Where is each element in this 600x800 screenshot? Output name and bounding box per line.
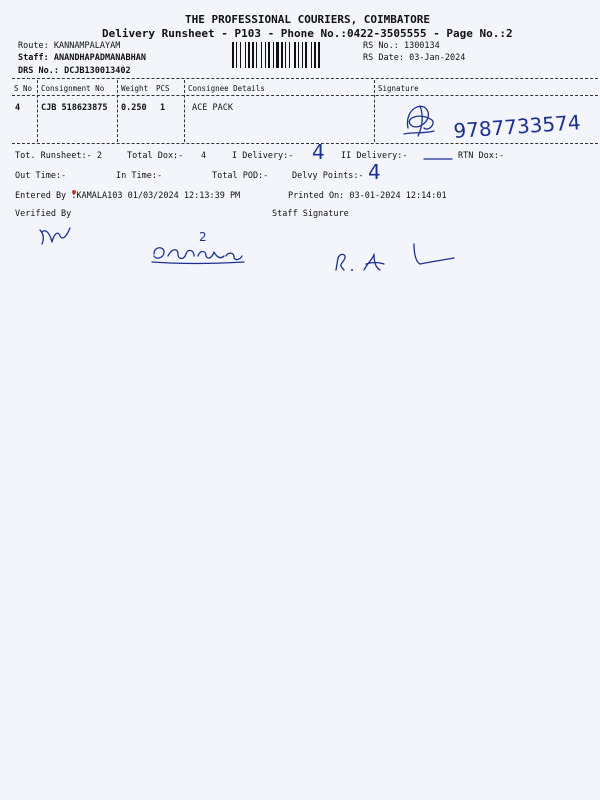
barcode-bar (318, 42, 320, 68)
col-divider (37, 80, 38, 142)
total-dox-value: 4 (201, 151, 207, 161)
in-time-label: In Time:- (116, 171, 163, 181)
barcode-bar (289, 42, 290, 68)
barcode-bar (232, 42, 234, 68)
drs-label: DRS No.: (18, 66, 59, 76)
rs-date-value: 03-Jan-2024 (409, 53, 466, 63)
barcode-bar (273, 42, 274, 68)
barcode-bar (276, 42, 279, 68)
barcode-bar (240, 42, 241, 68)
col-header-pcs: PCS (156, 84, 170, 93)
col-divider (184, 80, 185, 142)
rs-no-line (363, 41, 440, 51)
barcode-bar (311, 42, 312, 68)
col-header-sno: S No (14, 84, 33, 93)
rtn-dox-label: RTN Dox:- (458, 151, 505, 161)
verified-by-label: Verified By (15, 209, 72, 219)
total-dox-label: Total Dox:- (127, 151, 184, 161)
cell-sno: 4 (15, 103, 21, 113)
barcode (232, 42, 358, 68)
col-header-consignee: Consignee Details (188, 84, 265, 93)
barcode-bar (298, 42, 299, 68)
printed-on-label: Printed On: (288, 191, 345, 201)
cell-pcs: 1 (160, 103, 166, 113)
tot-runsheet (15, 151, 102, 161)
barcode-bar (268, 42, 270, 68)
rs-date-line (363, 53, 465, 63)
runsheet-subtitle: Delivery Runsheet - P103 - Phone No.:0422-3505555 - Page No.:2 (102, 27, 513, 40)
barcode-bar (294, 42, 296, 68)
barcode-bar (302, 42, 303, 68)
staff-value: ANANDHAPADMANABHAN (53, 53, 146, 63)
rs-no-value: 1300134 (403, 41, 440, 51)
delvy-points-label: Delvy Points:- (292, 171, 364, 181)
ii-delivery-dash (424, 157, 454, 161)
handwritten-number: 2 (199, 230, 207, 244)
col-header-weight: Weight (121, 84, 149, 93)
cell-consignment: CJB 518623875 (41, 103, 108, 113)
company-title: THE PROFESSIONAL COURIERS, COIMBATORE (185, 13, 431, 26)
delvy-points-value: 4 (368, 160, 381, 184)
printed-on (288, 191, 447, 201)
staff-label: Staff: (18, 53, 49, 63)
barcode-bar (248, 42, 250, 68)
entered-by-value: KAMALA103 01/03/2024 12:13:39 PM (76, 191, 241, 201)
barcode-bar (245, 42, 246, 68)
barcode-bar (236, 42, 237, 68)
entered-by (15, 191, 240, 201)
entered-by-label: Entered By : (15, 191, 77, 201)
verifier-initials (36, 222, 76, 246)
cell-weight: 0.250 (121, 103, 147, 113)
out-time-label: Out Time:- (15, 171, 67, 181)
rs-date-label: RS Date: (363, 53, 404, 63)
rs-no-label: RS No.: (363, 41, 399, 51)
cell-consignee: ACE PACK (192, 103, 233, 113)
table-header-rule (12, 95, 598, 96)
staff-line (18, 53, 146, 63)
table-bottom-rule (12, 143, 598, 144)
drs-line (18, 66, 131, 76)
receiver-signature (398, 98, 598, 142)
barcode-bar (261, 42, 262, 68)
i-delivery-label: I Delivery:- (232, 151, 294, 161)
tot-runsheet-label: Tot. Runsheet:- (15, 151, 92, 161)
barcode-bar (314, 42, 316, 68)
ii-delivery-label: II Delivery:- (341, 151, 408, 161)
col-divider (117, 80, 118, 142)
tamil-signature (150, 240, 250, 266)
col-header-signature: Signature (378, 84, 419, 93)
printed-on-value: 03-01-2024 12:14:01 (349, 191, 447, 201)
barcode-bar (256, 42, 257, 68)
route-line (18, 41, 120, 51)
barcode-bar (305, 42, 307, 68)
barcode-bar (265, 42, 266, 68)
receiver-phone-number: 9787733574 (452, 110, 582, 143)
table-top-rule (12, 78, 598, 79)
col-header-consignment: Consignment No (41, 84, 105, 93)
route-label: Route: (18, 41, 49, 51)
barcode-bar (252, 42, 254, 68)
barcode-bar (281, 42, 283, 68)
barcode-bar (285, 42, 286, 68)
col-divider (374, 80, 375, 142)
total-pod-label: Total POD:- (212, 171, 269, 181)
i-delivery-value: 4 (312, 140, 325, 164)
drs-value: DCJB130013402 (64, 66, 131, 76)
total-dox (127, 151, 183, 161)
staff-signature-label: Staff Signature (272, 209, 349, 219)
tot-runsheet-value: 2 (96, 151, 103, 161)
staff-signature (330, 236, 460, 276)
route-value: KANNAMPALAYAM (53, 41, 121, 51)
